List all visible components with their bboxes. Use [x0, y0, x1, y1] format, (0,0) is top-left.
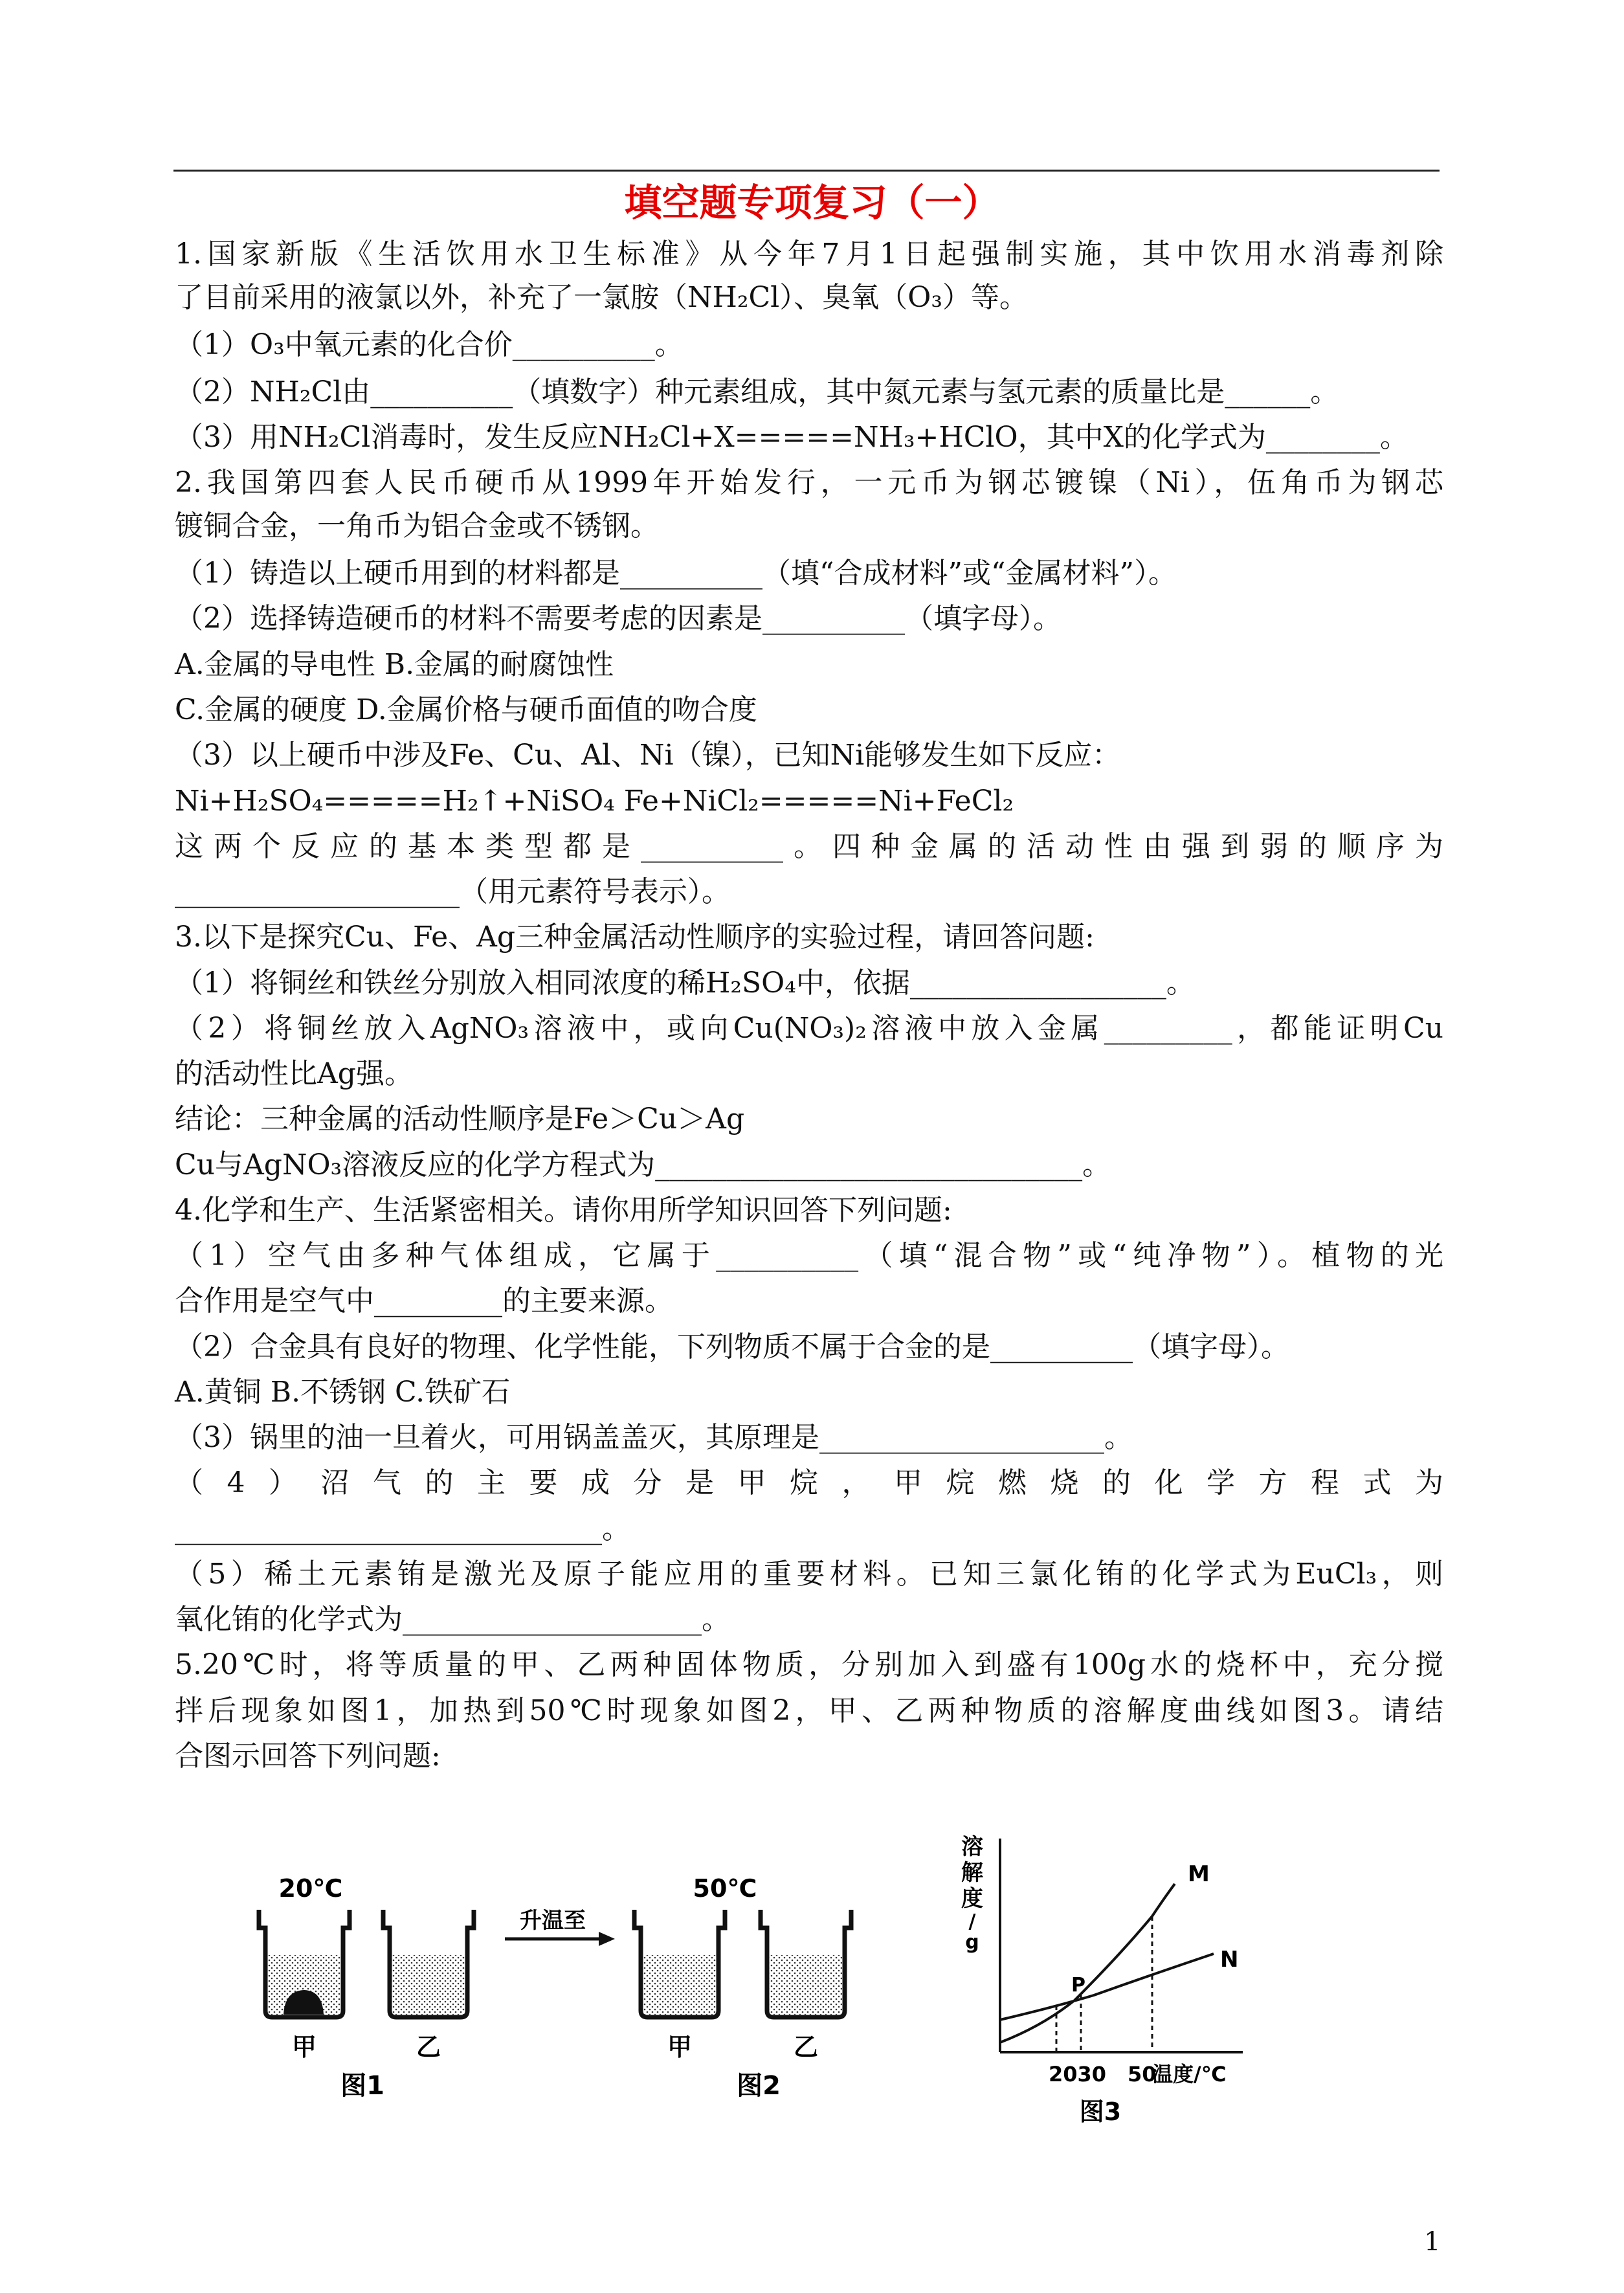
- text-line: （1）O₃中氧元素的化合价__________。: [175, 328, 684, 361]
- xaxis-label: 温度/℃: [1152, 2062, 1227, 2086]
- text-line: 结论：三种金属的活动性顺序是Fe＞Cu＞Ag: [175, 1102, 745, 1135]
- yaxis-char: 度: [961, 1886, 983, 1912]
- x-ticks: 2030: [1049, 2062, 1107, 2086]
- option-line: A.金属的导电性 B.金属的耐腐蚀性: [175, 648, 614, 681]
- beaker-jia-20: [259, 1910, 350, 2017]
- beaker-yi-50: [761, 1910, 851, 2017]
- solubility-chart: [958, 1826, 1269, 2139]
- text-line: （2）选择铸造硬币的材料不需要考虑的因素是__________（填字母）。: [175, 602, 1062, 635]
- page-number: 1: [1424, 2227, 1441, 2257]
- text-line: 5.20℃时，将等质量的甲、乙两种固体物质，分别加入到盛有100g水的烧杯中，充分搅: [175, 1648, 1443, 1681]
- text-line: （3）以上硬币中涉及Fe、Cu、Al、Ni（镍），已知Ni能够发生如下反应：: [175, 739, 1121, 772]
- beaker-yi-20: [383, 1910, 474, 2017]
- text-line: 这两个反应的基本类型都是__________。四种金属的活动性由强到弱的顺序为: [175, 830, 1443, 863]
- yaxis-char: 溶: [961, 1834, 983, 1860]
- text-line: （2）合金具有良好的物理、化学性能，下列物质不属于合金的是__________（填字母）。: [175, 1330, 1289, 1363]
- page-title: 填空题专项复习（一）: [624, 181, 1000, 225]
- temp-50-label: 50℃: [693, 1874, 757, 1903]
- fig2-caption: 图2: [737, 2071, 781, 2101]
- arrow-text: 升温至: [520, 1908, 586, 1934]
- text-line: 的活动性比Ag强。: [175, 1057, 413, 1090]
- fig3-caption: 图3: [1079, 2097, 1122, 2126]
- label-yi-2: 乙: [793, 2033, 819, 2061]
- text-line: 氧化铕的化学式为_____________________。: [175, 1603, 730, 1636]
- text-line: 镀铜合金，一角币为铝合金或不锈钢。: [175, 509, 659, 542]
- heating-arrow: [505, 1908, 615, 1946]
- text-line: ____________________（用元素符号表示）。: [175, 875, 730, 908]
- x-tick-50: 50: [1128, 2062, 1157, 2086]
- text-line: ______________________________。: [175, 1512, 630, 1545]
- header-rule: [173, 170, 1440, 172]
- text-line: （4）沼气的主要成分是甲烷，甲烷燃烧的化学方程式为: [175, 1466, 1443, 1499]
- curve-n: [1000, 1954, 1214, 2020]
- text-line: 合作用是空气中_________的主要来源。: [175, 1284, 673, 1317]
- option-line: C.金属的硬度 D.金属价格与硬币面值的吻合度: [175, 693, 757, 726]
- equation-line: Ni+H₂SO₄=====H₂↑+NiSO₄ Fe+NiCl₂=====Ni+FeCl₂: [175, 785, 1014, 818]
- point-p-label: P: [1071, 1974, 1085, 1997]
- yaxis-char: g: [965, 1931, 979, 1954]
- text-line: Cu与AgNO₃溶液反应的化学方程式为______________________________。: [175, 1148, 1111, 1181]
- text-line: 了目前采用的液氯以外，补充了一氯胺（NH₂Cl）、臭氧（O₃）等。: [175, 281, 1028, 314]
- beaker-jia-50: [634, 1910, 725, 2017]
- fig1-caption: 图1: [340, 2071, 384, 2101]
- text-line: （1）空气由多种气体组成，它属于__________（填“混合物”或“纯净物”）。植物的光: [175, 1239, 1443, 1272]
- label-yi-1: 乙: [416, 2033, 441, 2061]
- text-line: （1）将铜丝和铁丝分别放入相同浓度的稀H₂SO₄中，依据__________________。: [175, 967, 1195, 1000]
- temp-20-label: 20℃: [278, 1874, 343, 1903]
- curve-m-label: M: [1188, 1861, 1210, 1887]
- yaxis-char: 解: [961, 1860, 983, 1886]
- label-jia-1: 甲: [291, 2033, 317, 2061]
- text-line: （1）铸造以上硬币用到的材料都是__________（填“合成材料”或“金属材料”）。: [175, 557, 1177, 590]
- label-jia-2: 甲: [667, 2033, 693, 2061]
- yaxis-char: /: [968, 1910, 976, 1933]
- text-line: 2.我国第四套人民币硬币从1999年开始发行，一元币为钢芯镀镍（Ni），伍角币为钢芯: [175, 466, 1443, 499]
- text-line: 拌后现象如图1，加热到50℃时现象如图2，甲、乙两种物质的溶解度曲线如图3。请结: [175, 1694, 1443, 1727]
- text-line: 4.化学和生产、生活紧密相关。请你用所学知识回答下列问题:: [175, 1194, 952, 1227]
- text-line: 3.以下是探究Cu、Fe、Ag三种金属活动性顺序的实验过程，请回答问题:: [175, 921, 1095, 954]
- option-line: A.黄铜 B.不锈钢 C.铁矿石: [175, 1376, 511, 1409]
- text-line: （5）稀土元素铕是激光及原子能应用的重要材料。已知三氯化铕的化学式为EuCl₃，则: [175, 1558, 1443, 1591]
- curve-n-label: N: [1220, 1947, 1239, 1973]
- text-line: （2）NH₂Cl由__________（填数字）种元素组成，其中氮元素与氢元素的质量比是______。: [175, 375, 1339, 408]
- curve-m: [1000, 1884, 1175, 2042]
- text-line: 合图示回答下列问题:: [175, 1739, 441, 1773]
- beaker-figures: [239, 1858, 900, 2107]
- text-line: 1.国家新版《生活饮用水卫生标准》从今年7月1日起强制实施，其中饮用水消毒剂除: [175, 238, 1443, 271]
- text-line: （3）锅里的油一旦着火，可用锅盖盖灭，其原理是____________________。: [175, 1421, 1133, 1454]
- text-line: （2）将铜丝放入AgNO₃溶液中，或向Cu(NO₃)₂溶液中放入金属_________，都能证明Cu: [175, 1012, 1443, 1045]
- text-line: （3）用NH₂Cl消毒时，发生反应NH₂Cl+X=====NH₃+HClO，其中X的化学式为________。: [175, 421, 1408, 454]
